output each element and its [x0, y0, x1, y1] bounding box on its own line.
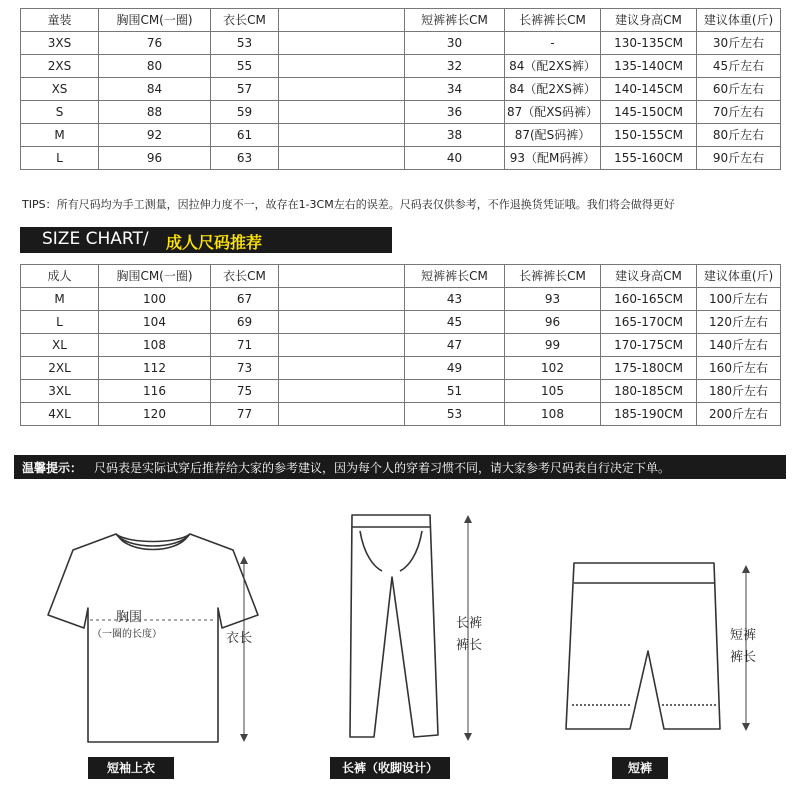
table-cell: 140斤左右: [697, 334, 781, 357]
column-header: 建议体重(斤): [697, 9, 781, 32]
table-cell: [279, 32, 405, 55]
column-header: 胸围CM(一圈): [99, 265, 211, 288]
notice-label: 温馨提示：: [22, 461, 83, 475]
table-cell: 45斤左右: [697, 55, 781, 78]
table-cell: L: [21, 311, 99, 334]
table-cell: [279, 357, 405, 380]
table-cell: 88: [99, 101, 211, 124]
table-cell: 34: [405, 78, 505, 101]
size-chart-banner: [20, 227, 392, 253]
table-cell: 100斤左右: [697, 288, 781, 311]
table-cell: 155-160CM: [601, 147, 697, 170]
column-header: [279, 9, 405, 32]
table-cell: 47: [405, 334, 505, 357]
column-header: 长裤裤长CM: [505, 9, 601, 32]
table-cell: 96: [505, 311, 601, 334]
table-cell: 80斤左右: [697, 124, 781, 147]
table-cell: [279, 55, 405, 78]
table-cell: [279, 288, 405, 311]
banner-chinese-title: 成人尺码推荐: [166, 233, 263, 252]
tshirt-caption: 短袖上衣: [88, 757, 174, 779]
table-cell: 51: [405, 380, 505, 403]
column-header: 成人: [21, 265, 99, 288]
table-cell: M: [21, 124, 99, 147]
table-cell: [279, 101, 405, 124]
table-cell: 160斤左右: [697, 357, 781, 380]
table-cell: [279, 147, 405, 170]
banner-english-title: SIZE CHART/: [42, 229, 149, 249]
table-cell: 84（配2XS裤）: [505, 78, 601, 101]
table-cell: [279, 311, 405, 334]
table-cell: 59: [211, 101, 279, 124]
table-row: [21, 32, 781, 55]
table-cell: 165-170CM: [601, 311, 697, 334]
table-cell: 96: [99, 147, 211, 170]
table-cell: 100: [99, 288, 211, 311]
pants-length-label-2: 裤长: [456, 638, 483, 653]
table-cell: 145-150CM: [601, 101, 697, 124]
table-cell: 38: [405, 124, 505, 147]
table-cell: 3XL: [21, 380, 99, 403]
table-cell: 2XS: [21, 55, 99, 78]
table-cell: 160-165CM: [601, 288, 697, 311]
column-header: 长裤裤长CM: [505, 265, 601, 288]
column-header: [279, 265, 405, 288]
table-cell: 45: [405, 311, 505, 334]
table-cell: 70斤左右: [697, 101, 781, 124]
table-cell: 140-145CM: [601, 78, 697, 101]
column-header: 短裤裤长CM: [405, 265, 505, 288]
table-cell: [279, 334, 405, 357]
table-cell: 36: [405, 101, 505, 124]
table-cell: 71: [211, 334, 279, 357]
table-cell: 120斤左右: [697, 311, 781, 334]
table-row: [21, 101, 781, 124]
table-cell: M: [21, 288, 99, 311]
table-cell: 77: [211, 403, 279, 426]
tshirt-length-label: 衣长: [226, 631, 253, 646]
table-cell: 185-190CM: [601, 403, 697, 426]
pants-caption: 长裤（收脚设计）: [330, 757, 450, 779]
tshirt-chest-note: （一圈的长度）: [92, 629, 162, 640]
notice-bar: [14, 455, 786, 479]
table-cell: 75: [211, 380, 279, 403]
table-cell: 61: [211, 124, 279, 147]
table-cell: 105: [505, 380, 601, 403]
tips-text: TIPS：所有尺码均为手工测量，因拉伸力度不一，故存在1-3CM左右的误差。尺码表仅供参考，不作退换货凭证哦。我们将会做得更好: [22, 198, 675, 211]
column-header: 胸围CM(一圈): [99, 9, 211, 32]
table-cell: 170-175CM: [601, 334, 697, 357]
adult-size-table: [20, 264, 781, 426]
kids-header-row: [21, 9, 781, 32]
column-header: 短裤裤长CM: [405, 9, 505, 32]
table-cell: 200斤左右: [697, 403, 781, 426]
pants-length-label-1: 长裤: [456, 616, 483, 631]
shorts-length-label-1: 短裤: [730, 628, 757, 643]
table-cell: 43: [405, 288, 505, 311]
table-cell: 112: [99, 357, 211, 380]
table-row: [21, 380, 781, 403]
table-cell: 32: [405, 55, 505, 78]
table-cell: 55: [211, 55, 279, 78]
column-header: 衣长CM: [211, 265, 279, 288]
table-cell: XL: [21, 334, 99, 357]
table-cell: 84（配2XS裤）: [505, 55, 601, 78]
table-cell: 30: [405, 32, 505, 55]
table-row: [21, 55, 781, 78]
table-cell: 93: [505, 288, 601, 311]
table-cell: 150-155CM: [601, 124, 697, 147]
table-cell: 76: [99, 32, 211, 55]
table-cell: 80: [99, 55, 211, 78]
adult-header-row: [21, 265, 781, 288]
adult-table-body: [21, 265, 781, 426]
table-cell: 30斤左右: [697, 32, 781, 55]
table-row: [21, 334, 781, 357]
column-header: 建议身高CM: [601, 9, 697, 32]
table-cell: 93（配M码裤）: [505, 147, 601, 170]
table-row: [21, 357, 781, 380]
table-cell: 108: [505, 403, 601, 426]
column-header: 衣长CM: [211, 9, 279, 32]
table-cell: 57: [211, 78, 279, 101]
table-cell: 116: [99, 380, 211, 403]
table-cell: 108: [99, 334, 211, 357]
column-header: 建议体重(斤): [697, 265, 781, 288]
table-row: [21, 403, 781, 426]
table-cell: 99: [505, 334, 601, 357]
table-row: [21, 124, 781, 147]
table-cell: 67: [211, 288, 279, 311]
column-header: 建议身高CM: [601, 265, 697, 288]
table-cell: -: [505, 32, 601, 55]
table-cell: 92: [99, 124, 211, 147]
table-cell: 60斤左右: [697, 78, 781, 101]
tshirt-chest-label: 胸围: [116, 610, 143, 625]
table-cell: 53: [211, 32, 279, 55]
table-cell: 3XS: [21, 32, 99, 55]
table-cell: 63: [211, 147, 279, 170]
table-cell: 135-140CM: [601, 55, 697, 78]
table-cell: 4XL: [21, 403, 99, 426]
shorts-caption: 短裤: [612, 757, 668, 779]
table-cell: 104: [99, 311, 211, 334]
table-row: [21, 288, 781, 311]
table-cell: 130-135CM: [601, 32, 697, 55]
table-cell: 180斤左右: [697, 380, 781, 403]
table-cell: 84: [99, 78, 211, 101]
table-cell: [279, 78, 405, 101]
table-cell: [279, 124, 405, 147]
table-cell: [279, 380, 405, 403]
table-row: [21, 147, 781, 170]
column-header: 童装: [21, 9, 99, 32]
table-cell: 87(配S码裤）: [505, 124, 601, 147]
table-cell: 87（配XS码裤）: [505, 101, 601, 124]
table-cell: 73: [211, 357, 279, 380]
table-cell: 180-185CM: [601, 380, 697, 403]
shorts-length-label-2: 裤长: [730, 650, 757, 665]
table-cell: 69: [211, 311, 279, 334]
table-cell: 49: [405, 357, 505, 380]
table-cell: 2XL: [21, 357, 99, 380]
table-cell: 90斤左右: [697, 147, 781, 170]
kids-size-table: [20, 8, 781, 170]
table-row: [21, 78, 781, 101]
notice-text: 尺码表是实际试穿后推荐给大家的参考建议，因为每个人的穿着习惯不同，请大家参考尺码表自行决定下单。: [94, 461, 671, 475]
table-cell: [279, 403, 405, 426]
table-cell: 40: [405, 147, 505, 170]
table-cell: 120: [99, 403, 211, 426]
kids-table-body: [21, 9, 781, 170]
table-cell: 53: [405, 403, 505, 426]
table-row: [21, 311, 781, 334]
table-cell: S: [21, 101, 99, 124]
table-cell: XS: [21, 78, 99, 101]
table-cell: L: [21, 147, 99, 170]
table-cell: 175-180CM: [601, 357, 697, 380]
table-cell: 102: [505, 357, 601, 380]
